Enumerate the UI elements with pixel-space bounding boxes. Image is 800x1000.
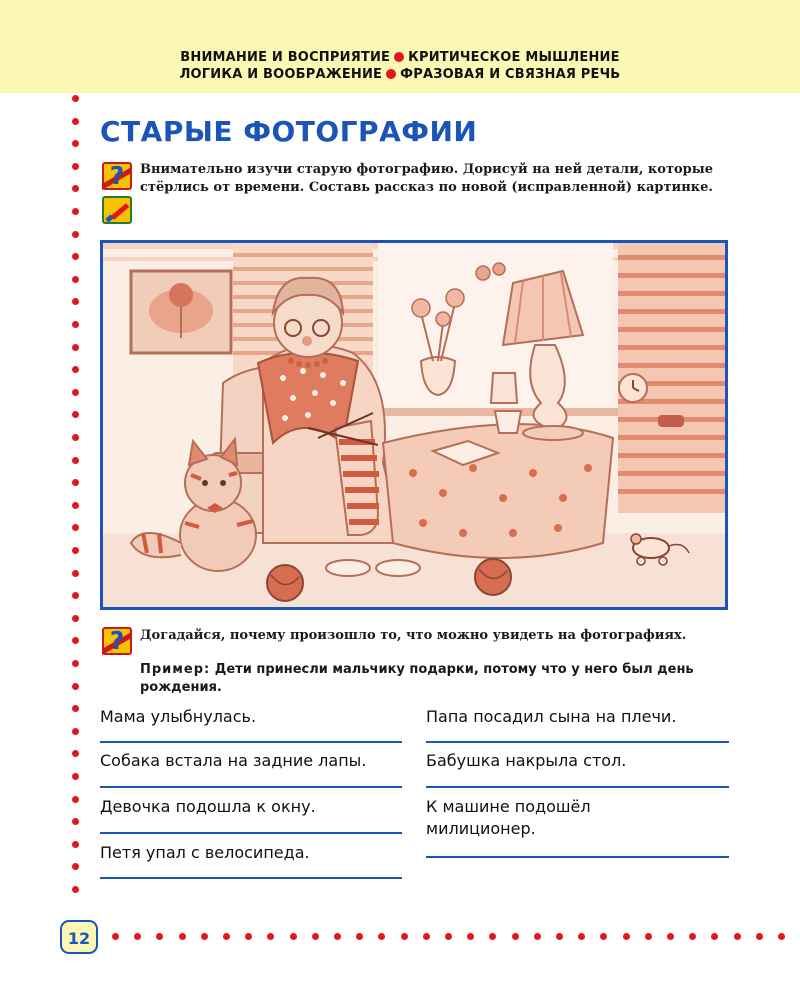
margin-dot [72, 366, 79, 373]
margin-dot [334, 933, 341, 940]
margin-dot [267, 933, 274, 940]
margin-dot [72, 841, 79, 848]
margin-dot [645, 933, 652, 940]
margin-dot [72, 796, 79, 803]
header-topic: ВНИМАНИЕ И ВОСПРИЯТИЕ [180, 50, 391, 65]
margin-dot [72, 660, 79, 667]
margin-dot [72, 344, 79, 351]
margin-dot [72, 231, 79, 238]
margin-dot [72, 276, 79, 283]
margin-dot [72, 524, 79, 531]
header-topic: ФРАЗОВАЯ И СВЯЗНАЯ РЕЧЬ [400, 67, 621, 82]
margin-dot [734, 933, 741, 940]
margin-dot [489, 933, 496, 940]
margin-dot [72, 253, 79, 260]
margin-dot [711, 933, 718, 940]
margin-dot [72, 479, 79, 486]
margin-dot [72, 163, 79, 170]
margin-dot [72, 118, 79, 125]
margin-dots-vertical [72, 95, 82, 915]
header-topic: ЛОГИКА И ВООБРАЖЕНИЕ [179, 67, 383, 82]
margin-dot [72, 683, 79, 690]
illustration-grandma-knitting [103, 243, 725, 607]
margin-dot [290, 933, 297, 940]
margin-dot [423, 933, 430, 940]
sentence-left-3: Девочка подошла к окну. [100, 797, 316, 816]
margin-dot [72, 502, 79, 509]
margin-dot [72, 773, 79, 780]
margin-dot [245, 933, 252, 940]
answer-line[interactable] [100, 877, 402, 879]
question-icon: ? [102, 162, 132, 190]
page-number: 12 [60, 920, 98, 954]
margin-dot [72, 728, 79, 735]
task1-instruction: Внимательно изучи старую фотографию. Дорисуй на ней детали, которые стёрлись от времени. Составь рассказ по новой (исправленной) картинке. [140, 162, 714, 195]
margin-dot [578, 933, 585, 940]
margin-dot [623, 933, 630, 940]
margin-dot [112, 933, 119, 940]
margin-dot [72, 95, 79, 102]
margin-dot [72, 750, 79, 757]
margin-dot [201, 933, 208, 940]
margin-dot [72, 863, 79, 870]
margin-dot [778, 933, 785, 940]
header-line-2 [0, 67, 800, 82]
answer-line[interactable] [426, 741, 729, 743]
sentence-left-4: Петя упал с велосипеда. [100, 843, 310, 862]
margin-dot [600, 933, 607, 940]
margin-dot [72, 140, 79, 147]
margin-dot [72, 298, 79, 305]
margin-dot [72, 321, 79, 328]
header-band [0, 0, 800, 93]
margin-dot [445, 933, 452, 940]
answer-line[interactable] [100, 741, 402, 743]
margin-dot [689, 933, 696, 940]
answer-line[interactable] [426, 856, 729, 858]
margin-dot [72, 818, 79, 825]
margin-dot [72, 615, 79, 622]
header-topic: КРИТИЧЕСКОЕ МЫШЛЕНИЕ [408, 50, 620, 65]
sentence-right-1: Папа посадил сына на плечи. [426, 707, 677, 726]
header-line-1 [0, 50, 800, 65]
margin-dot [556, 933, 563, 940]
margin-dot [179, 933, 186, 940]
task2-instruction: Догадайся, почему произошло то, что можно увидеть на фотографиях. [140, 628, 687, 643]
margin-dot [156, 933, 163, 940]
header-separator-dot [394, 52, 404, 62]
margin-dot [72, 411, 79, 418]
margin-dot [356, 933, 363, 940]
margin-dot [72, 886, 79, 893]
margin-dot [72, 208, 79, 215]
margin-dot [667, 933, 674, 940]
margin-dot [72, 185, 79, 192]
sentence-right-3: К машине подошёл милиционер. [426, 797, 591, 838]
sentence-left-2: Собака встала на задние лапы. [100, 751, 367, 770]
margin-dot [223, 933, 230, 940]
example-text [140, 661, 730, 697]
question-icon: ? [102, 627, 132, 655]
margin-dot [756, 933, 763, 940]
margin-dot [72, 592, 79, 599]
margin-dot [401, 933, 408, 940]
margin-dot [534, 933, 541, 940]
example-body: Дети принесли мальчику подарки, потому что у него был день рождения. [140, 662, 694, 695]
margin-dot [72, 570, 79, 577]
pencil-icon [102, 196, 132, 224]
margin-dot [134, 933, 141, 940]
margin-dot [72, 637, 79, 644]
margin-dot [72, 434, 79, 441]
margin-dot [72, 389, 79, 396]
margin-dot [378, 933, 385, 940]
page-title: СТАРЫЕ ФОТОГРАФИИ [100, 115, 478, 148]
header-separator-dot [386, 69, 396, 79]
sentence-right-2: Бабушка накрыла стол. [426, 751, 627, 770]
margin-dot [72, 705, 79, 712]
margin-dots-horizontal [112, 933, 800, 943]
margin-dot [72, 457, 79, 464]
example-label: Пример: [140, 662, 211, 677]
margin-dot [312, 933, 319, 940]
margin-dot [72, 547, 79, 554]
margin-dot [467, 933, 474, 940]
sentence-left-1: Мама улыбнулась. [100, 707, 257, 726]
answer-line[interactable] [100, 832, 402, 834]
margin-dot [512, 933, 519, 940]
answer-line[interactable] [100, 786, 402, 788]
answer-line[interactable] [426, 786, 729, 788]
old-photo-illustration [100, 240, 728, 610]
